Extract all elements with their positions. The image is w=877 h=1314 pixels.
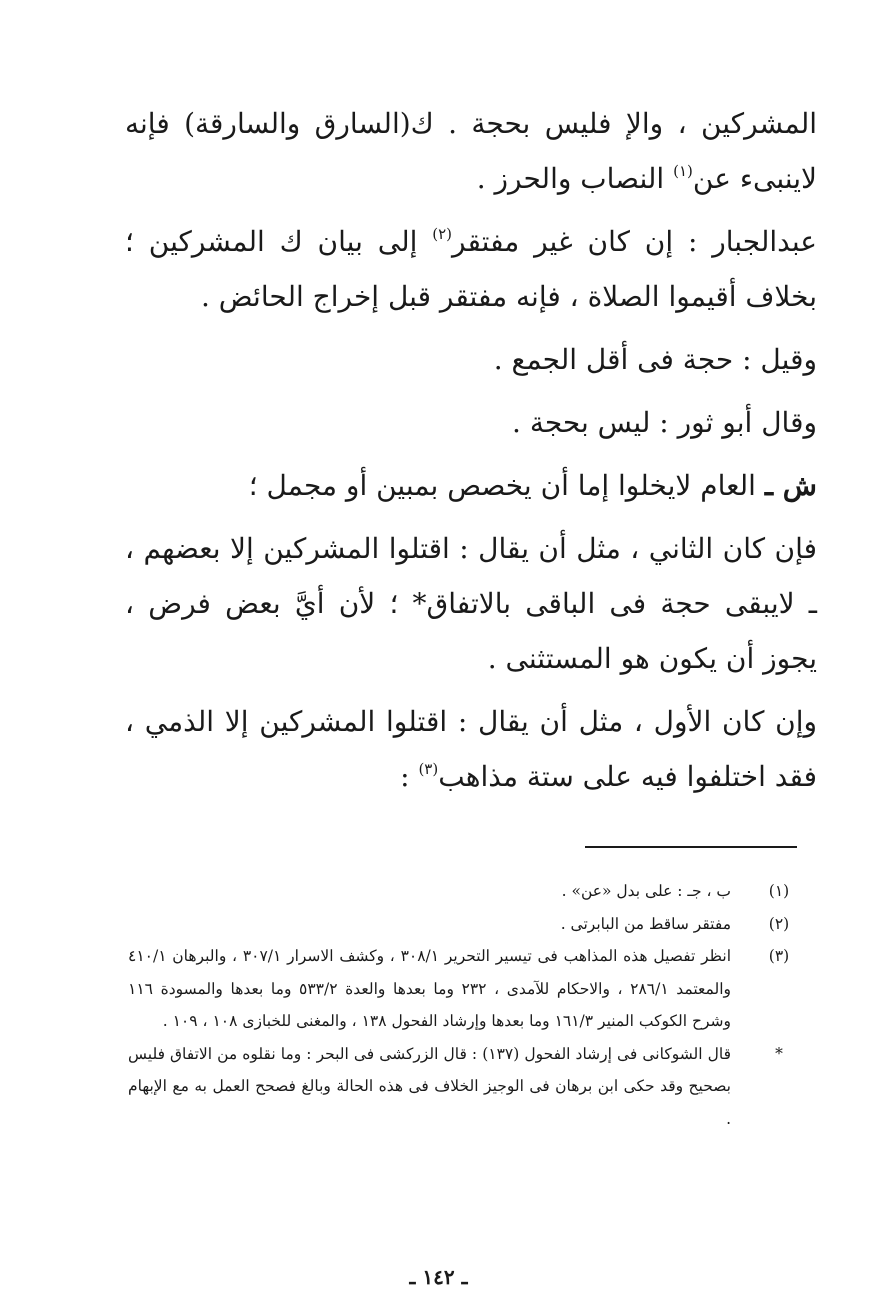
paragraph-6: فإن كان الثاني ، مثل أن يقال : اقتلوا المشركين إلا بعضهم ، ـ لايبقى حجة فى الباقى بالاتفاق* ؛ لأن أيَّ بعض فرض ، يجوز أن يكون هو المستثنى . [125, 532, 817, 675]
footnotes [128, 875, 799, 1135]
footnote-text: ب ، جـ : على بدل «عن» . [561, 882, 731, 900]
paragraph-7-start: وإن كان الأول ، مثل أن يقال : اقتلوا المشركين إلا الذمي ، فقد اختلفوا فيه على ستة مذاهب [125, 705, 817, 793]
paragraph-3: وقيل : حجة فى أقل الجمع . [493, 343, 817, 376]
footnote-3 [128, 940, 799, 1038]
footnote-1 [128, 875, 799, 908]
paragraph-2-start: عبدالجبار : إن كان غير مفتقر [452, 225, 817, 258]
footnote-ref-2[interactable]: (٢) [432, 225, 453, 243]
paragraph-1-text: المشركين ، والإ فليس بحجة . ك(السارق والسارقة) فإنه لاينبىء عن [125, 107, 817, 195]
footnote-asterisk [128, 1038, 799, 1136]
footnote-text: انظر تفصيل هذه المذاهب فى تيسير التحرير ٣٠٨/١ ، وكشف الاسرار ٣٠٧/١ ، والبرهان ٤١٠/١ والمعتمد ٢٨٦/١ ، والاحكام للآمدى ، ٢٣٢ وما بعدها والعدة ٥٣٣/٢ وما بعدها والمسودة ١١٦ وشرح الكوكب المنير ١٦١/٣ وما بعدها وإرشاد الفحول ١٣٨ ، والمغنى للخبازى ١٠٨ ، ١٠٩ . [128, 947, 731, 1030]
paragraph-5 [125, 458, 817, 513]
footnote-marker: * [775, 1044, 783, 1063]
paragraph-2-end: إلى بيان ك المشركين ؛ بخلاف أقيموا الصلاة ، فإنه مفتقر قبل إخراج الحائض . [125, 225, 817, 313]
footnote-ref-3[interactable]: (٣) [418, 760, 439, 778]
footnote-ref-1[interactable]: (١) [673, 162, 693, 180]
footnote-text: قال الشوكانى فى إرشاد الفحول (١٣٧) : قال الزركشى فى البحر : وما نقلوه من الاتفاق فليس بصحيح وقد حكى ابن برهان فى الوجيز الخلاف فى هذه الحالة وبالغ فصحح العمل به مع الإبهام . [128, 1044, 732, 1128]
paragraph-1-end: النصاب والحرز . [476, 162, 674, 195]
commentary-label: ش ـ [764, 469, 817, 502]
footnote-marker: (٢) [768, 914, 790, 933]
footnote-divider [585, 846, 797, 848]
footnote-marker: (١) [768, 882, 790, 900]
paragraph-7-end: : [400, 760, 419, 793]
paragraph-4: وقال أبو ثور : ليس بحجة . [512, 406, 817, 439]
paragraph-7 [125, 694, 817, 804]
footnote-2 [128, 908, 799, 941]
main-text [125, 96, 817, 804]
page-number: ـ ١٤٢ ـ [409, 1265, 468, 1289]
footnote-text: مفتقر ساقط من البابرتى . [560, 914, 731, 933]
paragraph-2 [125, 214, 817, 324]
paragraph-5-text: العام لايخلوا إما أن يخصص بمبين أو مجمل ؛ [248, 469, 765, 502]
paragraph-1 [125, 96, 817, 206]
footnote-marker: (٣) [768, 947, 790, 965]
